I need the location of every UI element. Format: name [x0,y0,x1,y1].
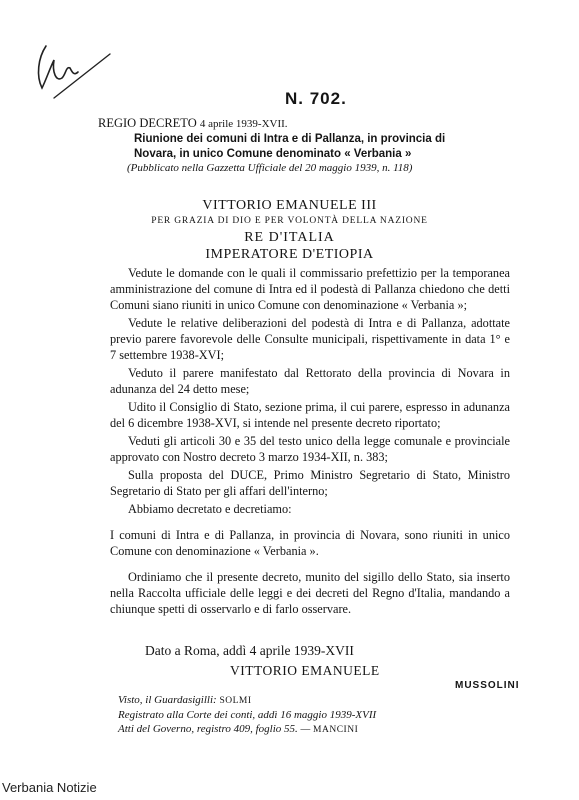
countersignature-name: MUSSOLINI [455,680,520,691]
decree-subject [134,132,445,162]
recital-paragraph: Sulla proposta del DUCE, Primo Ministro Segretario di Stato, Ministro Segretario di Stato per gli affari dell'interno; [110,468,510,498]
handwritten-signature [32,38,112,110]
visto-name: SOLMI [219,696,252,706]
recital-paragraph: Udito il Consiglio di Stato, sezione prima, il cui parere, espresso in adunanza del 6 dicembre 1938-XVI, si intende nel presente decreto riportato; [110,400,510,430]
registrato-line: Registrato alla Corte dei conti, addì 16 maggio 1939-XVII [118,709,377,721]
atti-prefix: Atti del Governo, registro 409, foglio 55. — [118,723,311,735]
atti-name: MANCINI [313,725,359,735]
visto-prefix: Visto, il Guardasigilli: [118,694,217,706]
watermark-label: Verbania Notizie [2,780,97,795]
king-of-italy-title: RE D'ITALIA [244,230,335,245]
atti-line [118,722,376,737]
recital-paragraph: Veduti gli articoli 30 e 35 del testo unico della legge comunale e provinciale approvato con Nostro decreto 3 marzo 1934-XII, n. 383; [110,434,510,464]
decree-number: N. 702. [285,89,347,108]
king-name: VITTORIO EMANUELE III [202,198,377,213]
recital-paragraph: Vedute le relative deliberazioni del podestà di Intra e di Pallanza, adottate previo parere favorevole delle Consulte municipali, rispettivamente in data 1° e 7 settembre 1938-XVI; [110,316,510,362]
recital-paragraph: Veduto il parere manifestato dal Rettorato della provincia di Novara in adunanza del 24 detto mese; [110,366,510,396]
decree-title: REGIO DECRETO [98,116,197,130]
grace-line: PER GRAZIA DI DIO E PER VOLONTÀ DELLA NAZIONE [151,216,428,226]
article-paragraph: I comuni di Intra e di Pallanza, in provincia di Novara, sono riuniti in unico Comune con denominazione « Verbania ». [110,528,510,558]
enacting-formula: Abbiamo decretato e decretiamo: [128,502,292,516]
subject-line-1: Riunione dei comuni di Intra e di Pallanza, in provincia di [134,133,446,145]
emperor-title: IMPERATORE D'ETIOPIA [205,247,374,262]
king-signature-name: VITTORIO EMANUELE [230,663,380,678]
recital-paragraph: Vedute le domande con le quali il commissario prefettizio per la temporanea amministrazione del comune di Intra ed il podestà di Pallanza chiedono che detti Comuni siano riuniti in unico Comune con denominazione « Verbania »; [110,266,510,312]
decree-date: 4 aprile 1939-XVII. [199,118,288,130]
dated-place: Dato a Roma, addì 4 aprile 1939-XVII [145,643,354,658]
registration-notes [118,693,376,737]
gazette-reference: (Pubblicato nella Gazzetta Ufficiale del 20 maggio 1939, n. 118) [127,162,413,174]
subject-line-2: Novara, in unico Comune denominato « Verbania » [134,148,412,160]
visto-line [118,693,376,708]
order-paragraph: Ordiniamo che il presente decreto, munito del sigillo dello Stato, sia inserto nella Raccolta ufficiale delle leggi e dei decreti del Regno d'Italia, mandando a chiunque spetti di osservarlo e di farlo osservare. [110,570,510,616]
decree-title-line [98,116,288,131]
decree-body [110,265,510,619]
